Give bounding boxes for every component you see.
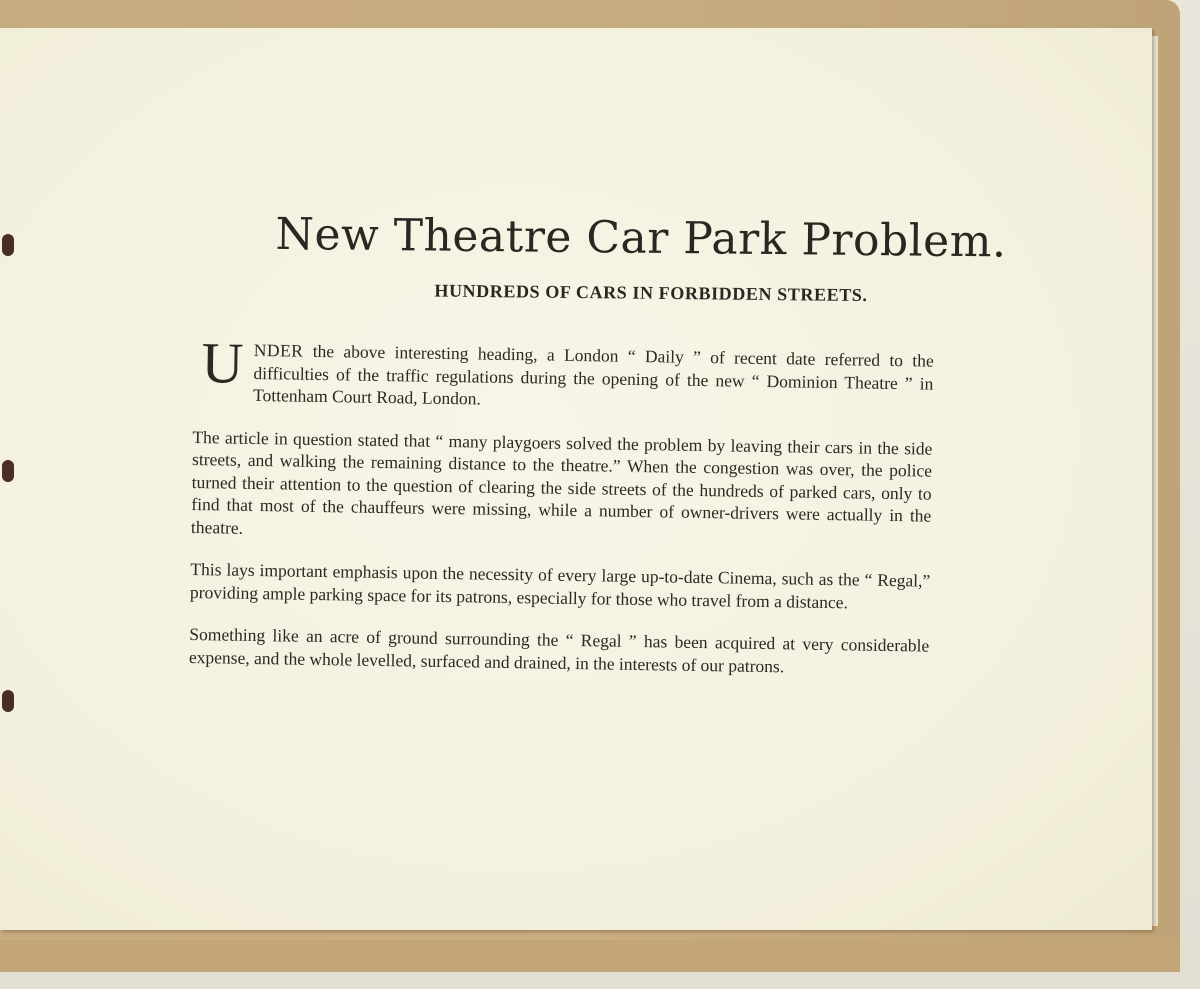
book-cover-bottom-edge xyxy=(0,940,1180,972)
paragraph-text: the above interesting heading, a London “ Daily ” of recent date referred to the difficulties of the traffic regulations during the opening of the new “ Dominion Theatre ” in Tottenham Court Road, London. xyxy=(252,340,934,409)
article-paragraph-3: This lays important emphasis upon the necessity of every large up-to-date Cinema, such as the “ Regal,” providing ample parking space for its patrons, especially for those who travel from a distance. xyxy=(189,558,931,612)
binding-hole xyxy=(2,460,14,482)
page-subtitle: HUNDREDS OF CARS IN FORBIDDEN STREETS. xyxy=(434,280,868,306)
binding-hole xyxy=(2,690,14,712)
article-body xyxy=(188,330,934,700)
article-paragraph-1 xyxy=(201,330,934,417)
article-paragraph-4: Something like an acre of ground surrounding the “ Regal ” has been acquired at very considerable expense, and the whole levelled, surfaced and drained, in the interests of our patrons. xyxy=(188,623,930,676)
paragraph-lead-word: NDER xyxy=(253,339,304,361)
drop-cap: U xyxy=(201,330,245,396)
article-paragraph-2: The article in question stated that “ many playgoers solved the problem by leaving their cars in the side streets, and walking the remaining distance to the theatre.” When the congestion was over, the police turned their attention to the question of clearing the side streets of the hundreds of parked cars, only to find that most of the chauffeurs were missing, while a number of owner-drivers were actually in the theatre. xyxy=(190,426,933,538)
page-title: New Theatre Car Park Problem. xyxy=(275,208,1007,268)
